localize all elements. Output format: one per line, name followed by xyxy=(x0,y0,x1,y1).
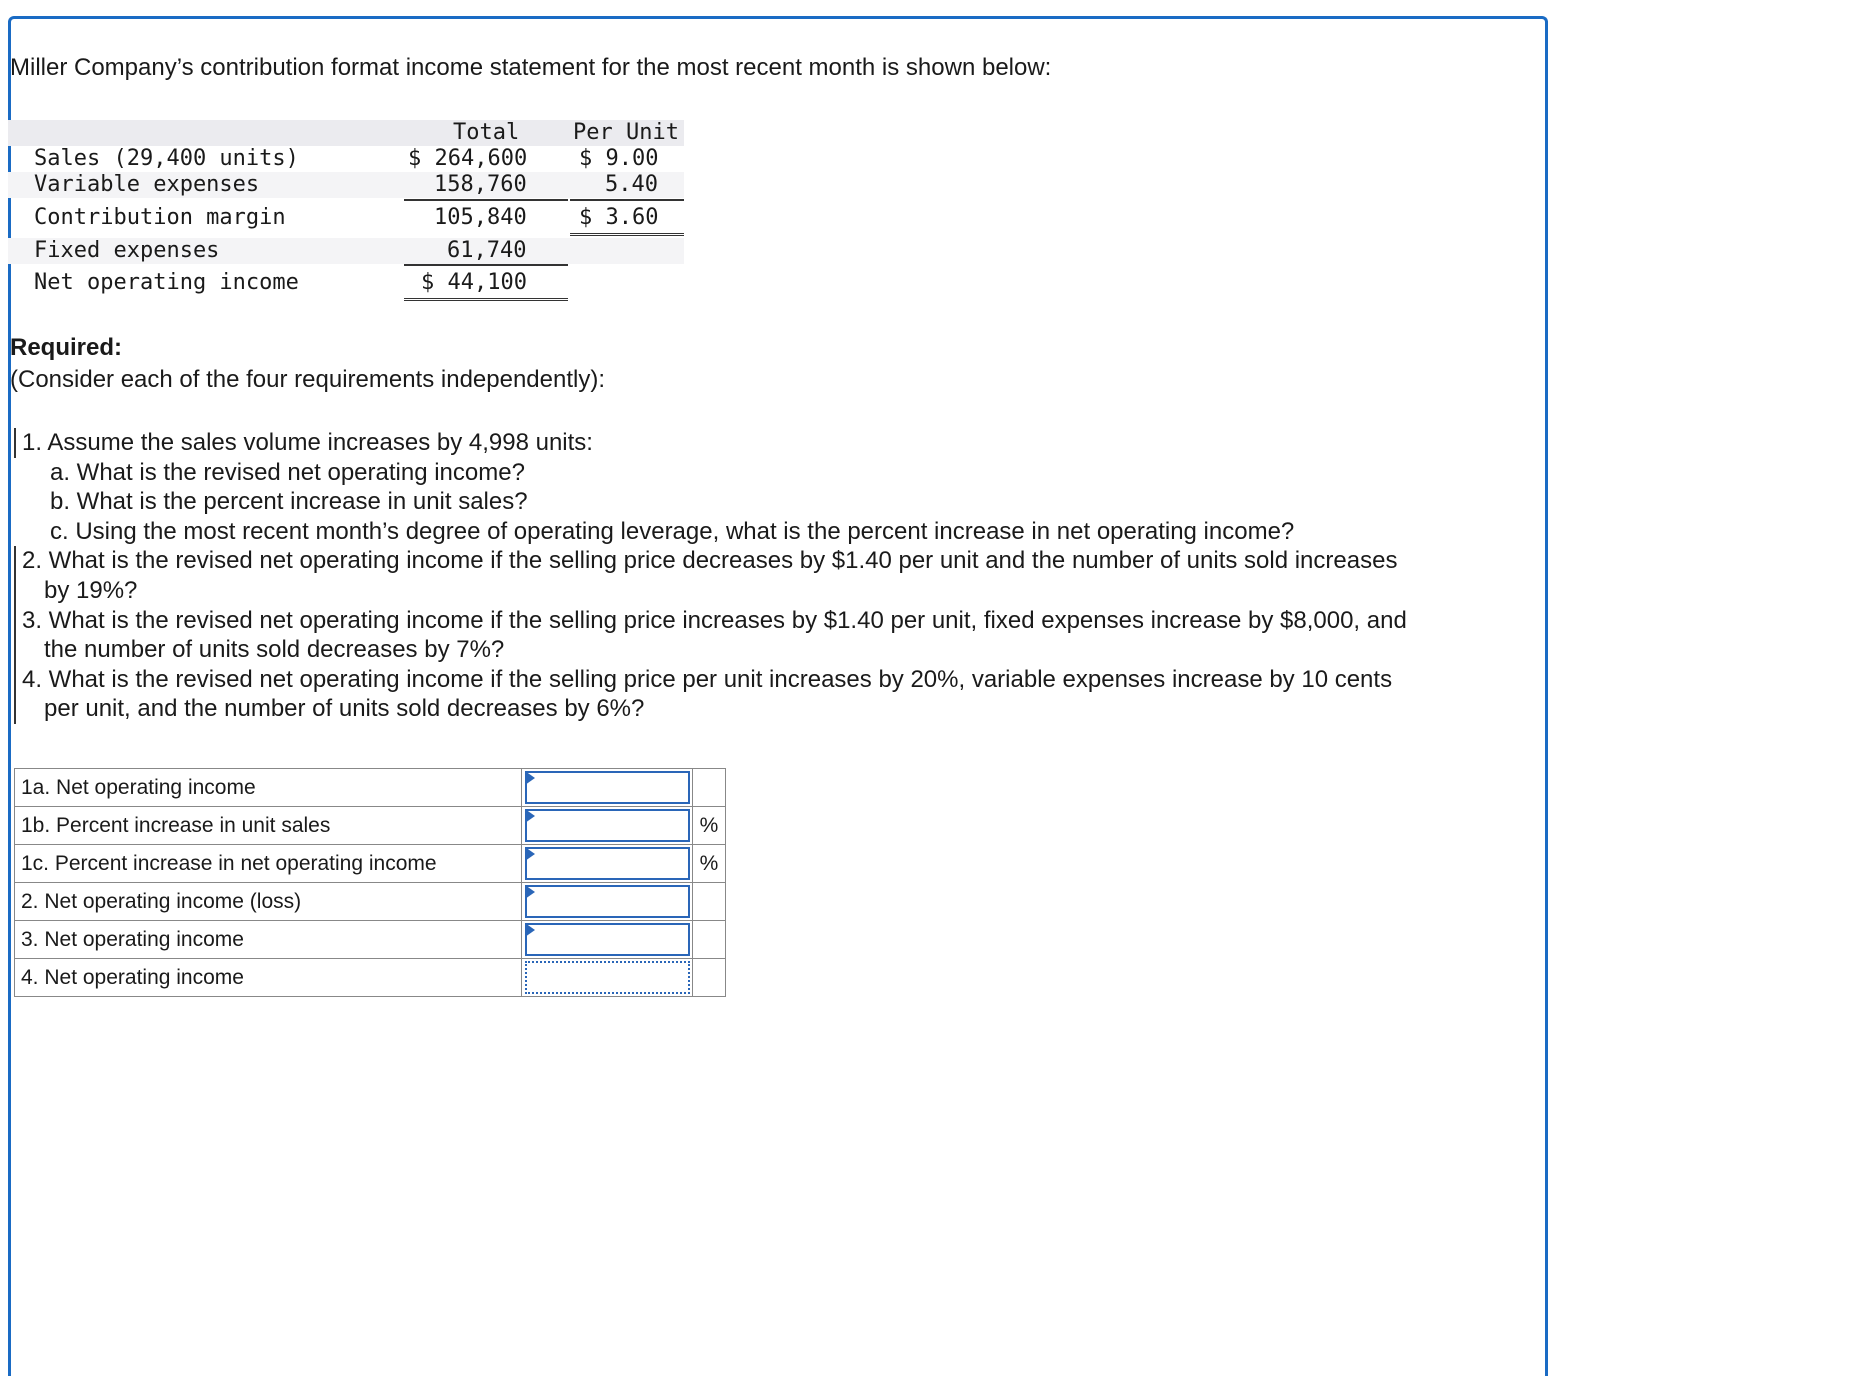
requirement-3-cont: the number of units sold decreases by 7%? xyxy=(14,635,1548,665)
row-unit-contribution: $ 3.60 xyxy=(579,205,659,230)
answer-cell xyxy=(522,769,693,807)
requirement-1: 1. Assume the sales volume increases by 4,998 units: xyxy=(14,428,1548,458)
requirement-4-cont: per unit, and the number of units sold decreases by 6%? xyxy=(14,694,1548,724)
required-heading: Required: xyxy=(10,334,123,361)
requirement-1b: b. What is the percent increase in unit sales? xyxy=(50,488,528,516)
income-statement xyxy=(8,120,684,304)
answer-cell xyxy=(522,807,693,845)
subtotal-rule xyxy=(404,199,568,201)
flag-icon xyxy=(525,923,535,937)
subtotal-rule xyxy=(404,264,568,266)
row-label-sales: Sales (29,400 units) xyxy=(34,146,299,171)
answer-unit xyxy=(693,883,726,921)
row-unit-sales: $ 9.00 xyxy=(579,146,659,171)
answer-label: 1c. Percent increase in net operating income xyxy=(15,845,522,883)
total-double-rule xyxy=(404,298,568,303)
header-per-unit: Per Unit xyxy=(573,120,679,145)
requirement-4: 4. What is the revised net operating income if the selling price per unit increases by 20%, variable expenses increase by 10 cents xyxy=(14,665,1548,695)
answer-1a-input[interactable] xyxy=(525,771,690,804)
row-total-net: $ 44,100 xyxy=(421,270,527,295)
answer-table xyxy=(14,768,726,997)
answer-row xyxy=(15,921,726,959)
row-total-fixed: 61,740 xyxy=(447,238,527,263)
answer-4-input[interactable] xyxy=(525,961,690,994)
flag-icon xyxy=(525,847,535,861)
row-label-net: Net operating income xyxy=(34,270,299,295)
requirement-2-cont: by 19%? xyxy=(14,576,1548,606)
answer-row xyxy=(15,807,726,845)
answer-cell xyxy=(522,845,693,883)
row-total-sales: $ 264,600 xyxy=(408,146,528,171)
row-label-contribution: Contribution margin xyxy=(34,205,286,230)
row-label-variable: Variable expenses xyxy=(34,172,260,197)
answer-cell xyxy=(522,883,693,921)
answer-row xyxy=(15,959,726,997)
flag-icon xyxy=(525,885,535,899)
answer-1c-input[interactable] xyxy=(525,847,690,880)
subtotal-rule xyxy=(570,199,684,201)
requirement-2: 2. What is the revised net operating income if the selling price decreases by $1.40 per unit and the number of units sold increases xyxy=(14,546,1548,576)
answer-unit: % xyxy=(693,845,726,883)
answer-unit xyxy=(693,769,726,807)
answer-row xyxy=(15,883,726,921)
intro-text: Miller Company’s contribution format income statement for the most recent month is shown below: xyxy=(10,54,1052,81)
answer-unit xyxy=(693,959,726,997)
requirement-3: 3. What is the revised net operating income if the selling price increases by $1.40 per unit, fixed expenses increase by $8,000, and xyxy=(14,606,1548,636)
answer-cell xyxy=(522,921,693,959)
row-total-variable: 158,760 xyxy=(434,172,527,197)
requirement-1c: c. Using the most recent month’s degree of operating leverage, what is the percent increase in net operating income? xyxy=(50,517,1295,545)
flag-icon xyxy=(525,809,535,823)
answer-unit xyxy=(693,921,726,959)
answer-unit: % xyxy=(693,807,726,845)
answer-1b-input[interactable] xyxy=(525,809,690,842)
row-total-contribution: 105,840 xyxy=(434,205,527,230)
answer-cell xyxy=(522,959,693,997)
total-double-rule xyxy=(570,233,684,238)
answer-row xyxy=(15,845,726,883)
answer-label: 1a. Net operating income xyxy=(15,769,522,807)
answer-2-input[interactable] xyxy=(525,885,690,918)
header-total: Total xyxy=(453,120,520,145)
answer-label: 4. Net operating income xyxy=(15,959,522,997)
flag-icon xyxy=(525,771,535,785)
row-label-fixed: Fixed expenses xyxy=(34,238,220,263)
answer-row xyxy=(15,769,726,807)
row-unit-variable: 5.40 xyxy=(605,172,658,197)
answer-3-input[interactable] xyxy=(525,923,690,956)
requirement-1a: a. What is the revised net operating income? xyxy=(50,458,525,486)
answer-label: 2. Net operating income (loss) xyxy=(15,883,522,921)
answer-label: 3. Net operating income xyxy=(15,921,522,959)
answer-label: 1b. Percent increase in unit sales xyxy=(15,807,522,845)
required-note: (Consider each of the four requirements independently): xyxy=(10,366,606,393)
requirements-list xyxy=(14,428,1548,724)
